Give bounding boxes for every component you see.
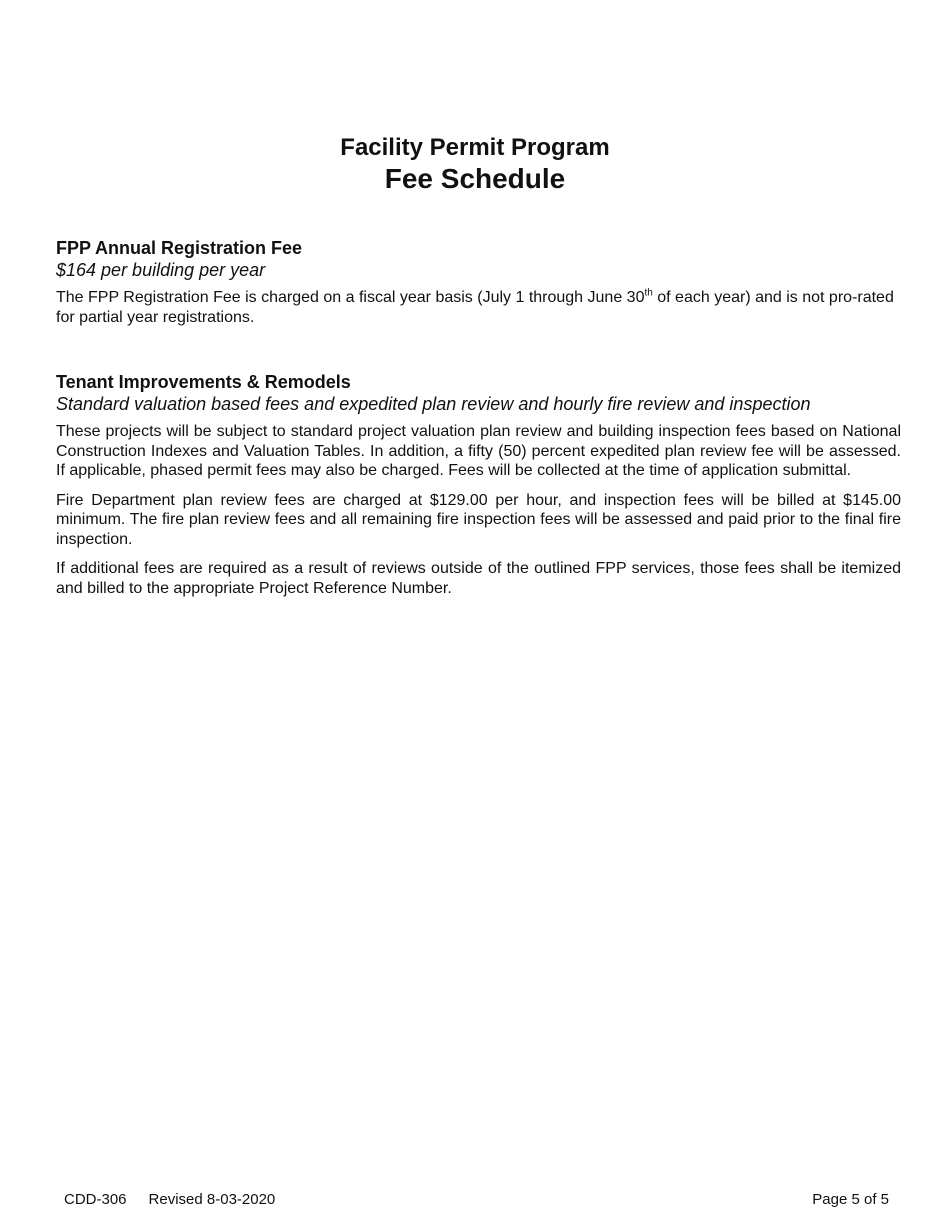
page-subtitle: Fee Schedule xyxy=(384,163,566,194)
page-number: Page 5 of 5 xyxy=(812,1191,889,1208)
annual-fee-description xyxy=(56,288,901,327)
tenant-improvements-heading: Tenant Improvements & Remodels xyxy=(56,372,351,392)
form-code: CDD-306 xyxy=(64,1191,127,1208)
fire-department-fees-paragraph: Fire Department plan review fees are charged at $129.00 per hour, and inspection fees will be billed at $145.00 minimum. The fire plan review fees and all remaining fire inspection fees will be assessed and paid prior to the final fire inspection. xyxy=(56,491,901,548)
page-title: Facility Permit Program xyxy=(340,134,610,161)
tenant-improvements-subheading: Standard valuation based fees and expedited plan review and hourly fire review and inspection xyxy=(56,394,811,414)
additional-fees-paragraph: If additional fees are required as a result of reviews outside of the outlined FPP services, those fees shall be itemized and billed to the appropriate Project Reference Number. xyxy=(56,560,901,597)
annual-fee-section xyxy=(56,237,901,337)
tenant-improvements-section xyxy=(56,371,901,608)
ordinal-suffix: th xyxy=(644,287,653,299)
annual-fee-heading: FPP Annual Registration Fee xyxy=(56,238,303,258)
annual-fee-text-b: of each year) and is not pro-rated for partial year registrations. xyxy=(56,289,894,326)
annual-fee-amount: $164 per building per year xyxy=(56,260,266,280)
title-block xyxy=(0,133,950,195)
footer-form-info xyxy=(64,1191,275,1209)
revision-date: Revised 8-03-2020 xyxy=(148,1191,276,1208)
annual-fee-text-a: The FPP Registration Fee is charged on a fiscal year basis (July 1 through June 30 xyxy=(56,289,645,306)
valuation-fees-paragraph: These projects will be subject to standard project valuation plan review and building inspection fees based on National Construction Indexes and Valuation Tables. In addition, a fifty (50) percent expedited plan review fee will be assessed. If applicable, phased permit fees may also be charged. Fees will be collected at the time of application submittal. xyxy=(56,423,901,479)
